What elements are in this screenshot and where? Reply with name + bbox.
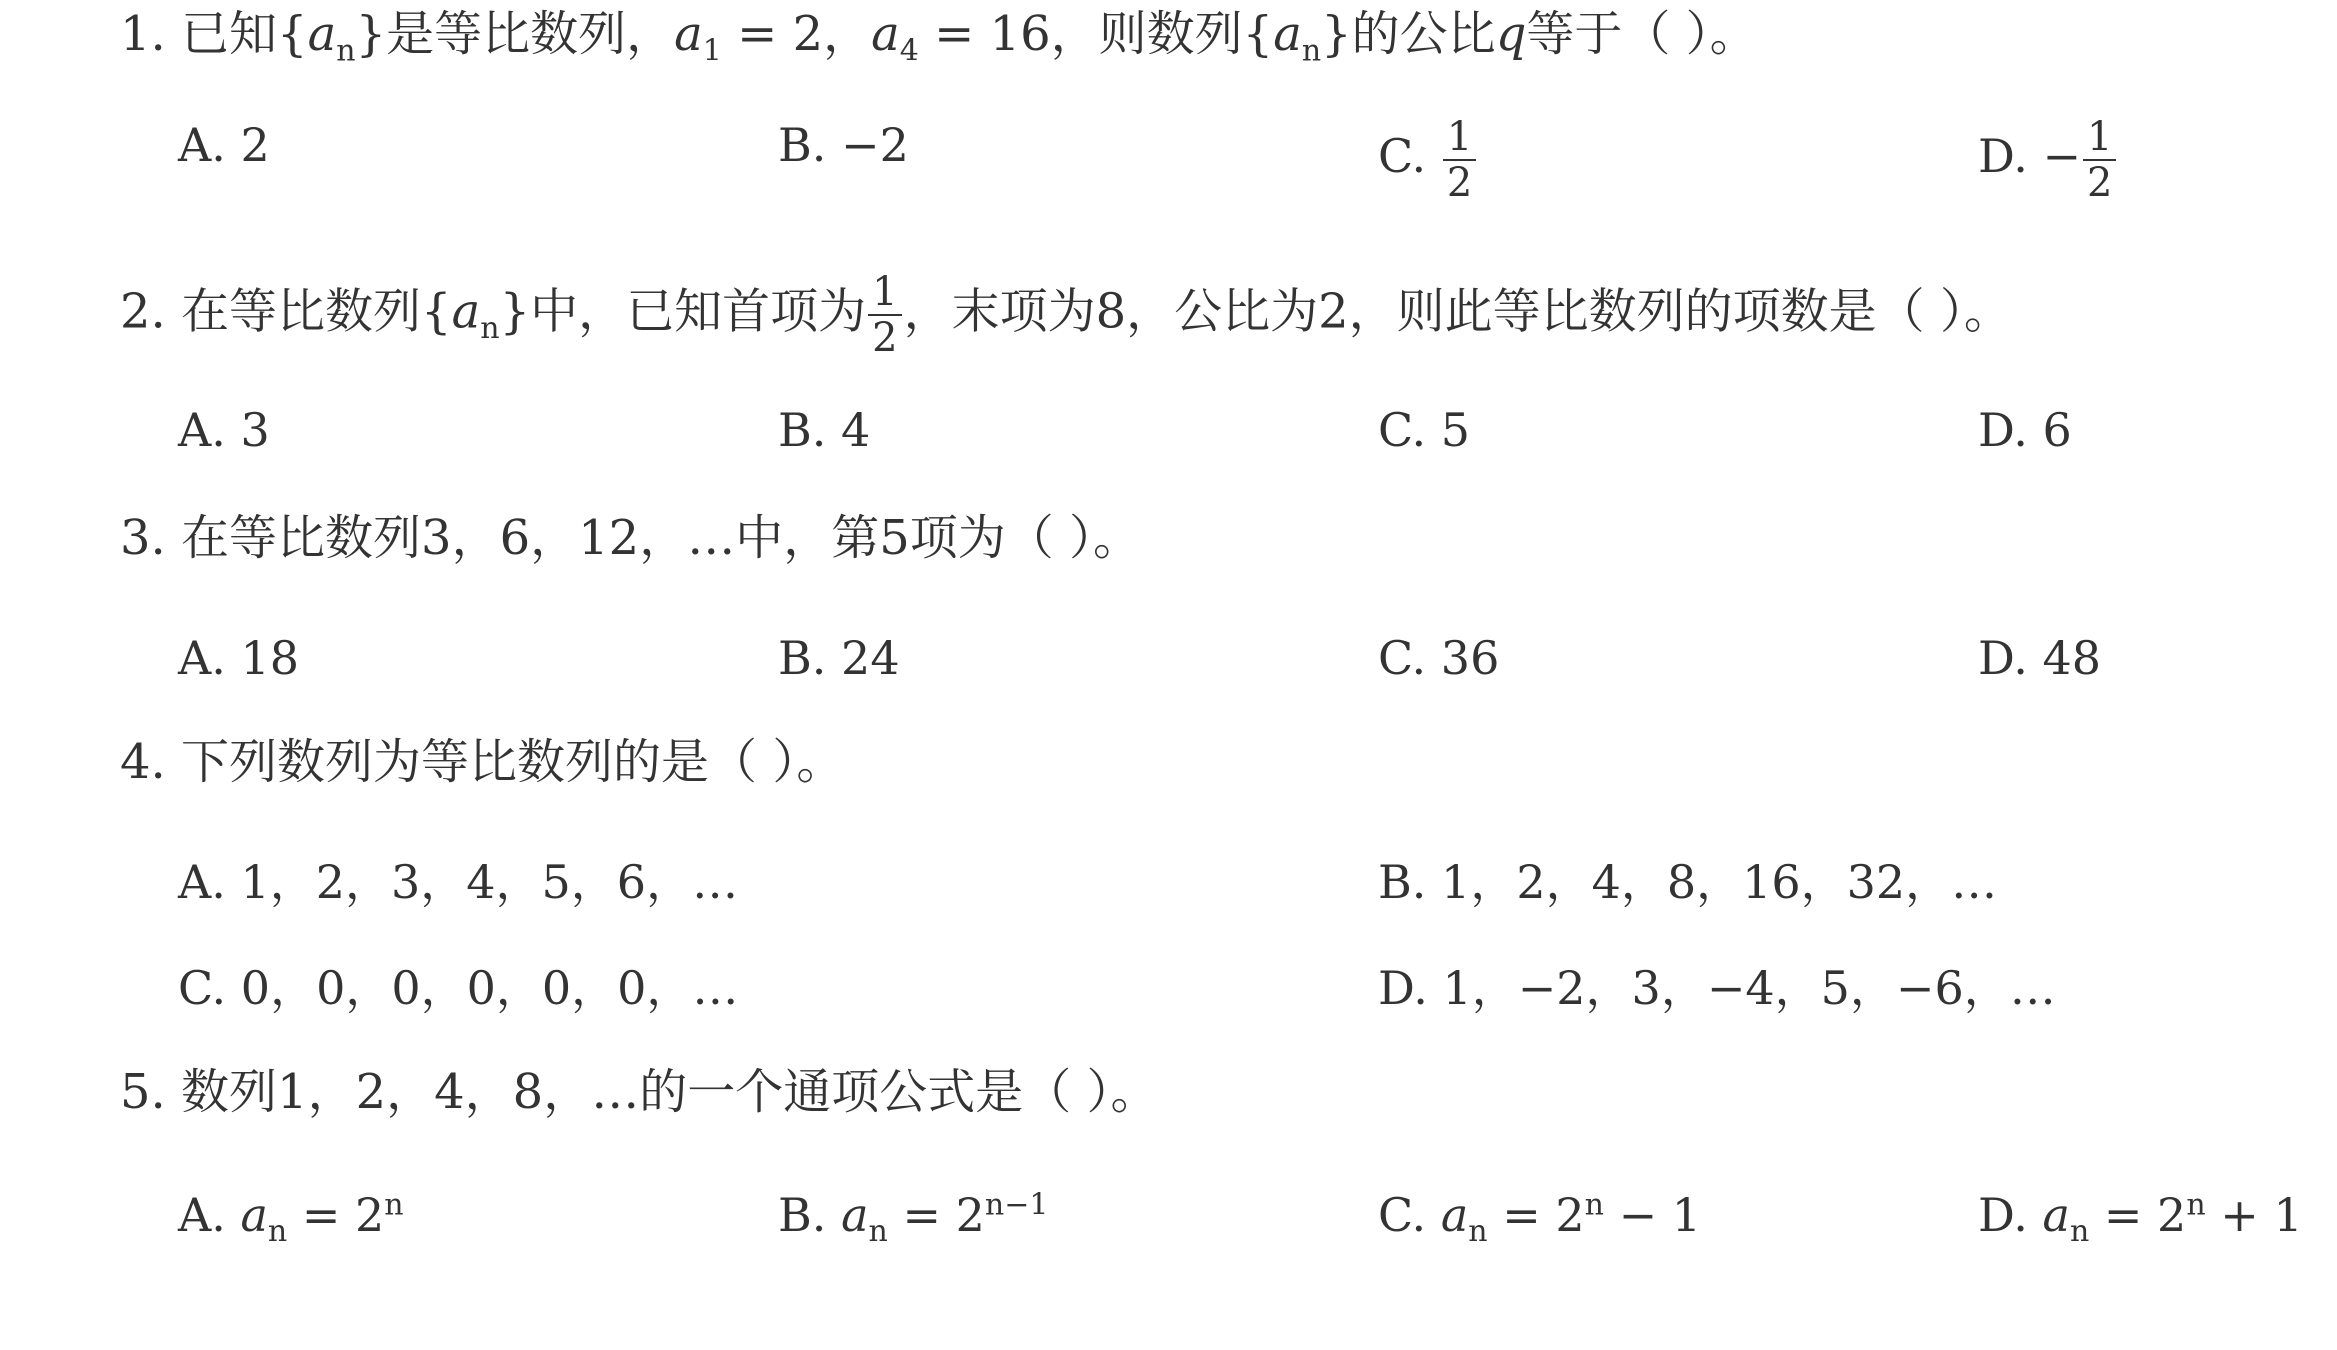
- question-4-option-c[interactable]: C. 0，0，0，0，0，0，…: [178, 961, 739, 1015]
- question-3-option-b[interactable]: B. 24: [778, 631, 900, 685]
- question-1-option-a[interactable]: A. 2: [178, 118, 270, 172]
- question-5-option-a[interactable]: A. $a_n = 2^n$: [178, 1187, 404, 1250]
- question-3-stem: 3. 在等比数列3，6，12，…中，第5项为（ ）。: [120, 510, 1142, 566]
- question-1-option-b[interactable]: B. −2: [778, 118, 909, 172]
- question-1-stem: 1. 已知$\{a_n\}$是等比数列，$a_1 = 2$，$a_4 = 16$，则数列$\{a_n\}$的公比q等于（ ）。: [120, 6, 1758, 69]
- fraction-one-half: $\frac{1}{2}$: [2083, 115, 2116, 205]
- question-5-option-d[interactable]: D. $a_n = 2^n + 1$: [1978, 1187, 2303, 1250]
- question-2-option-a[interactable]: A. 3: [178, 403, 270, 457]
- question-3-option-d[interactable]: D. 48: [1978, 631, 2102, 685]
- question-2-option-c[interactable]: C. 5: [1378, 403, 1471, 457]
- question-5-option-b[interactable]: B. $a_n = 2^{n-1}$: [778, 1187, 1049, 1250]
- question-4-option-b[interactable]: B. 1，2，4，8，16，32，…: [1378, 855, 1998, 909]
- question-3-option-a[interactable]: A. 18: [178, 631, 299, 685]
- fraction-one-half: $\frac{1}{2}$: [1443, 115, 1476, 205]
- question-1-option-d[interactable]: D. − $\frac{1}{2}$: [1978, 115, 2118, 205]
- question-1-option-c[interactable]: C. $\frac{1}{2}$: [1378, 115, 1478, 205]
- question-5-stem: 5. 数列1，2，4，8，…的一个通项公式是（ ）。: [120, 1064, 1159, 1120]
- question-3-option-c[interactable]: C. 36: [1378, 631, 1500, 685]
- question-4-option-d[interactable]: D. 1，−2，3，−4，5，−6，…: [1378, 961, 2056, 1015]
- question-4-stem: 4. 下列数列为等比数列的是（ ）。: [120, 734, 845, 790]
- question-4-option-a[interactable]: A. 1，2，3，4，5，6，…: [178, 855, 739, 909]
- question-2-stem: 2. 在等比数列$\{a_n\}$中，已知首项为 $\frac{1}{2}$ ，末项为8，公比为2，则此等比数列的项数是（ ）。: [120, 269, 2012, 361]
- question-2-option-d[interactable]: D. 6: [1978, 403, 2072, 457]
- fraction-one-half: $\frac{1}{2}$: [868, 270, 901, 360]
- question-5-option-c[interactable]: C. $a_n = 2^n - 1$: [1378, 1187, 1702, 1250]
- question-2-option-b[interactable]: B. 4: [778, 403, 871, 457]
